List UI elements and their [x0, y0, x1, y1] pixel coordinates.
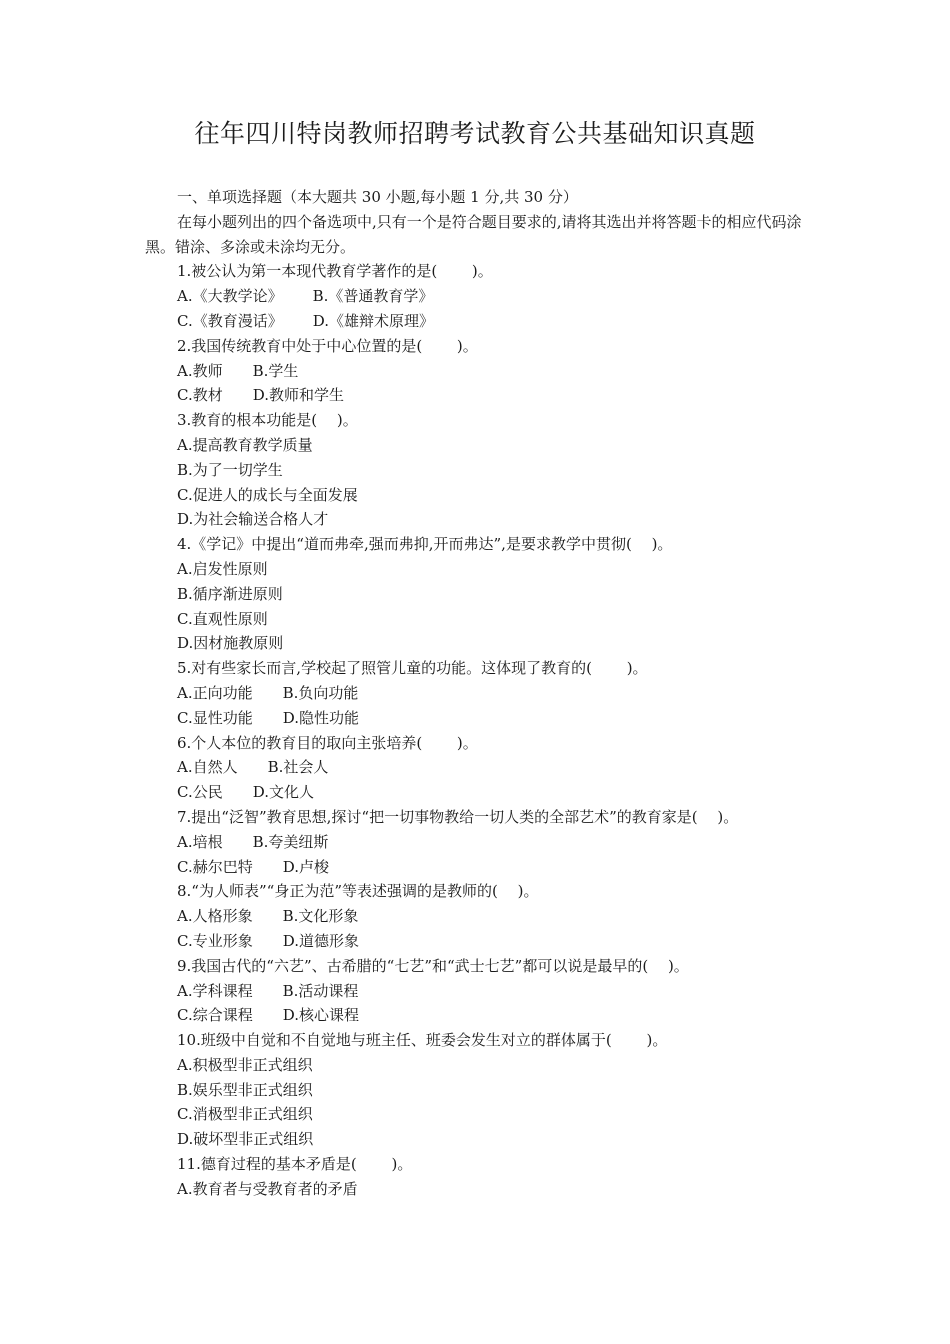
answer-option: A.积极型非正式组织	[177, 1055, 313, 1074]
question-stem: 5.对有些家长而言,学校起了照管儿童的功能。这体现了教育的( )。	[177, 659, 648, 678]
answer-option: D.破坏型非正式组织	[177, 1130, 314, 1149]
answer-option: C.赫尔巴特	[177, 857, 253, 876]
answer-option: C.公民	[177, 783, 223, 802]
option-row	[145, 904, 825, 929]
answer-option: C.促进人的成长与全面发展	[177, 485, 358, 504]
answer-option: C.消极型非正式组织	[177, 1105, 313, 1124]
answer-option: D.文化人	[252, 783, 314, 802]
option-row	[145, 433, 825, 458]
option-row	[145, 309, 825, 334]
answer-option: A.《大教学论》	[177, 287, 283, 306]
option-row	[145, 706, 825, 731]
answer-option: D.《雄辩术原理》	[312, 311, 434, 330]
answer-option: D.教师和学生	[252, 386, 344, 405]
option-row	[145, 458, 825, 483]
question-list	[145, 259, 825, 1201]
option-row	[145, 631, 825, 656]
question-stem: 2.我国传统教育中处于中心位置的是( )。	[177, 336, 478, 355]
answer-option: B.循序渐进原则	[177, 584, 283, 603]
answer-option: B.夸美纽斯	[252, 832, 329, 851]
option-row	[145, 383, 825, 408]
section-heading: 一、单项选择题（本大题共 30 小题,每小题 1 分,共 30 分）	[177, 188, 578, 206]
option-row	[145, 979, 825, 1004]
answer-option: C.教材	[177, 386, 223, 405]
question-stem: 11.德育过程的基本矛盾是( )。	[177, 1155, 413, 1174]
option-row	[145, 855, 825, 880]
question-stem: 3.教育的根本功能是( )。	[177, 411, 358, 430]
option-row	[145, 1127, 825, 1152]
option-row	[145, 780, 825, 805]
answer-option: D.为社会输送合格人才	[177, 510, 329, 529]
answer-option: C.综合课程	[177, 1006, 253, 1025]
option-row	[145, 483, 825, 508]
answer-option: B.为了一切学生	[177, 460, 283, 479]
option-row	[145, 284, 825, 309]
answer-option: A.培根	[177, 832, 223, 851]
option-row	[145, 681, 825, 706]
answer-option: A.教育者与受教育者的矛盾	[177, 1179, 358, 1198]
answer-option: D.卢梭	[282, 857, 329, 876]
answer-option: B.活动课程	[282, 981, 359, 1000]
answer-option: B.文化形象	[282, 907, 359, 926]
option-row	[145, 755, 825, 780]
question-stem: 1.被公认为第一本现代教育学著作的是( )。	[177, 262, 493, 281]
option-row	[145, 582, 825, 607]
question-stem: 10.班级中自觉和不自觉地与班主任、班委会发生对立的群体属于( )。	[177, 1031, 668, 1050]
option-row	[145, 1078, 825, 1103]
answer-option: B.学生	[252, 361, 299, 380]
answer-option: A.正向功能	[177, 683, 253, 702]
answer-option: B.《普通教育学》	[312, 287, 434, 306]
answer-option: A.自然人	[177, 758, 238, 777]
option-row	[145, 507, 825, 532]
option-row	[145, 1053, 825, 1078]
answer-option: A.教师	[177, 361, 223, 380]
answer-option: A.提高教育教学质量	[177, 435, 313, 454]
answer-option: D.道德形象	[282, 931, 359, 950]
answer-option: A.启发性原则	[177, 559, 268, 578]
answer-option: A.人格形象	[177, 907, 253, 926]
question-stem: 7.提出“泛智”教育思想,探讨“把一切事物教给一切人类的全部艺术”的教育家是( )。	[177, 807, 739, 826]
answer-option: B.社会人	[267, 758, 329, 777]
option-row	[145, 359, 825, 384]
document-body	[145, 185, 825, 1202]
answer-option: D.隐性功能	[282, 708, 359, 727]
answer-option: C.《教育漫话》	[177, 311, 283, 330]
option-row	[145, 1177, 825, 1202]
question-stem: 6.个人本位的教育目的取向主张培养( )。	[177, 733, 478, 752]
answer-option: B.娱乐型非正式组织	[177, 1080, 313, 1099]
option-row	[145, 830, 825, 855]
answer-option: D.核心课程	[282, 1006, 359, 1025]
answer-option: D.因材施教原则	[177, 634, 284, 653]
answer-option: C.显性功能	[177, 708, 253, 727]
question-stem: 8.“为人师表”“身正为范”等表述强调的是教师的( )。	[177, 882, 539, 901]
option-row	[145, 1102, 825, 1127]
answer-option: C.专业形象	[177, 931, 253, 950]
document-title: 往年四川特岗教师招聘考试教育公共基础知识真题	[194, 119, 756, 148]
answer-option: A.学科课程	[177, 981, 253, 1000]
option-row	[145, 557, 825, 582]
option-row	[145, 1003, 825, 1028]
question-stem: 9.我国古代的“六艺”、古希腊的“七艺”和“武士七艺”都可以说是最早的( )。	[177, 956, 689, 975]
option-row	[145, 607, 825, 632]
section-instruction: 在每小题列出的四个备选项中,只有一个是符合题目要求的,请将其选出并将答题卡的相应代码涂黑。错涂、多涂或未涂均无分。	[145, 212, 802, 256]
answer-option: C.直观性原则	[177, 609, 268, 628]
answer-option: B.负向功能	[282, 683, 359, 702]
option-row	[145, 929, 825, 954]
question-stem: 4.《学记》中提出“道而弗牵,强而弗抑,开而弗达”,是要求教学中贯彻( )。	[177, 535, 673, 554]
